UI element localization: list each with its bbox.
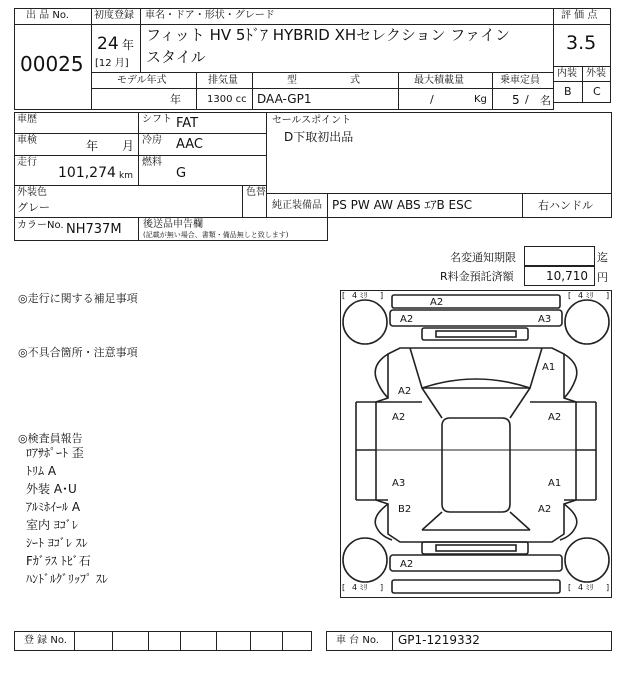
defects-label: ◎不具合箇所・注意事項: [18, 346, 138, 359]
car-diagram: [340, 290, 612, 598]
tire-depth-tl: 4 ﾐﾘ: [352, 291, 368, 300]
lot-no: 00025: [20, 52, 84, 76]
color-no-label: カラーNo.: [17, 220, 64, 231]
fuel-value: G: [176, 166, 187, 181]
lot-no-label: 出 品 No.: [26, 10, 69, 21]
damage-mark-fender-fl: A2: [398, 386, 412, 397]
history-label: 車歴: [17, 114, 37, 125]
model-year-label: モデル年式: [117, 75, 167, 86]
svg-text:]: ]: [606, 583, 610, 592]
inspector-line: ﾄﾘﾑ A: [26, 464, 57, 478]
damage-mark-front-top: A2: [430, 297, 444, 308]
svg-text:]: ]: [380, 291, 384, 300]
inspector-line: 室内 ﾖｺﾞﾚ: [26, 518, 78, 532]
inspector-line: ﾛｱｻﾎﾟｰﾄ 歪: [26, 446, 84, 460]
recycle-value: 10,710: [546, 269, 588, 283]
inspector-label: ◎検査員報告: [18, 432, 83, 445]
recycle-label: R料金預託済額: [440, 270, 514, 283]
damage-mark-door-fr: A2: [548, 412, 562, 423]
svg-text:]: ]: [380, 583, 384, 592]
type-value: DAA-GP1: [257, 92, 312, 106]
max-load-label: 最大積載量: [414, 75, 464, 86]
reg-year: 24: [97, 34, 119, 54]
inspector-line: ｼｰﾄ ﾖｺﾞﾚ ｽﾚ: [26, 536, 88, 550]
name-change-box: [524, 246, 595, 266]
svg-text:[: [: [568, 583, 572, 592]
damage-mark-fender-fr: A1: [542, 362, 556, 373]
svg-text:[: [: [342, 291, 346, 300]
inspector-line: Fｶﾞﾗｽ ﾄﾋﾞ石: [26, 554, 91, 568]
score: 3.5: [566, 32, 597, 54]
damage-mark-bumper-right: A3: [538, 314, 552, 325]
details-left: [14, 112, 267, 218]
capacity-sep: /: [525, 93, 529, 106]
damage-mark-quarter-rr: A2: [538, 504, 552, 515]
registration-label: 登 録 No.: [24, 635, 67, 646]
fuel-label: 燃料: [142, 157, 162, 168]
exterior-grade: C: [593, 85, 601, 98]
capacity-value: 5: [512, 93, 520, 107]
post-declaration-label: 後送品申告欄: [143, 219, 203, 230]
type-label: 型: [287, 75, 297, 86]
svg-text:[: [: [568, 291, 572, 300]
capacity-unit: 名: [540, 94, 551, 107]
inspection-year-unit: 年: [86, 139, 99, 153]
displacement-label: 排気量: [208, 75, 238, 86]
model-line-2: スタイル: [146, 48, 206, 66]
sales-point-label: セールスポイント: [272, 115, 352, 126]
inspector-line: ﾊﾝﾄﾞﾙｸﾞﾘｯﾌﾟ ｽﾚ: [26, 572, 108, 586]
tire-depth-br: 4 ﾐﾘ: [578, 583, 594, 592]
exterior-color-value: グレー: [17, 201, 50, 214]
mileage-unit: km: [119, 171, 133, 181]
svg-text:]: ]: [606, 291, 610, 300]
mileage-label: 走行: [17, 157, 37, 168]
svg-text:[: [: [342, 583, 346, 592]
shift-label: シフト: [142, 114, 172, 125]
damage-mark-quarter-rl: B2: [398, 504, 412, 515]
damage-mark-door-rl: A3: [392, 478, 406, 489]
chassis-value: GP1-1219332: [398, 633, 480, 647]
sales-point-value: D下取初出品: [284, 130, 354, 144]
recycle-unit: 円: [597, 271, 608, 284]
inspector-line: ｱﾙﾐﾎｲｰﾙ A: [26, 500, 81, 514]
displacement: 1300 cc: [207, 94, 247, 105]
inspection-label: 車検: [17, 135, 37, 146]
damage-mark-rear-bumper: A2: [400, 559, 414, 570]
exterior-label: 外装: [586, 68, 606, 79]
model-year-unit: 年: [170, 93, 181, 106]
tire-depth-tr: 4 ﾐﾘ: [578, 291, 594, 300]
name-change-label: 名変通知期限: [450, 251, 516, 264]
chassis-label: 車 台 No.: [336, 635, 379, 646]
damage-mark-door-fl: A2: [392, 412, 406, 423]
shift-value: FAT: [176, 116, 199, 131]
steering-value: 右ハンドル: [538, 199, 593, 212]
model-line-1: フィット HV 5ﾄﾞｱ HYBRID XHセレクション ファイン: [146, 26, 511, 44]
name-change-unit: 迄: [597, 251, 608, 264]
tire-depth-bl: 4 ﾐﾘ: [352, 583, 368, 592]
ac-label: 冷房: [142, 135, 162, 146]
capacity-label: 乗車定員: [500, 75, 540, 86]
equipment-label: 純正装備品: [272, 200, 322, 211]
score-label: 評 価 点: [561, 10, 598, 21]
equipment-value: PS PW AW ABS ｴｱB ESC: [332, 198, 473, 212]
mileage-value: 101,274: [58, 165, 116, 181]
damage-mark-bumper-left: A2: [400, 314, 414, 325]
ac-value: AAC: [176, 137, 203, 152]
first-reg-label: 初度登録: [94, 10, 134, 21]
max-load-value: /: [430, 93, 434, 106]
color-no-value: NH737M: [66, 222, 122, 237]
driving-notes-label: ◎走行に関する補足事項: [18, 292, 138, 305]
interior-grade: B: [564, 85, 572, 98]
interior-label: 内装: [557, 68, 577, 79]
inspection-month-unit: 月: [122, 139, 135, 153]
color-change-label: 色替: [246, 187, 266, 198]
max-load-unit: Kg: [474, 94, 487, 105]
exterior-color-label: 外装色: [17, 187, 47, 198]
type-label-2: 式: [350, 75, 360, 86]
reg-month: [12 月]: [95, 58, 129, 69]
model-label: 車名・ドア・形状・グレード: [145, 10, 275, 21]
reg-year-unit: 年: [122, 38, 135, 52]
inspector-line: 外装 A･U: [26, 482, 77, 496]
damage-mark-door-rr: A1: [548, 478, 562, 489]
post-declaration-note: (記載が無い場合、書類・備品無しと致します): [143, 231, 289, 239]
